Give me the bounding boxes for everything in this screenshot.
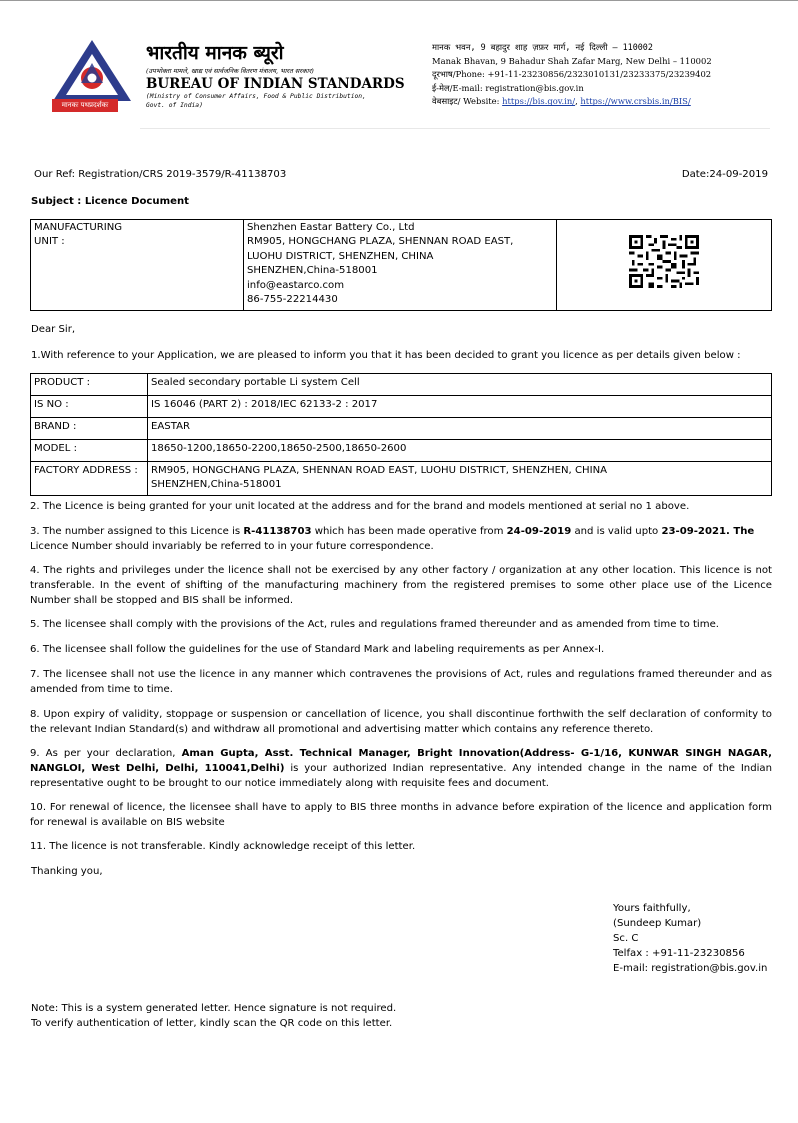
- signature-block: [613, 901, 767, 976]
- table-row: [31, 462, 772, 496]
- salutation: Dear Sir,: [31, 324, 76, 335]
- unit-label-line-1: MANUFACTURING: [34, 222, 123, 233]
- valid-to-date: 23-09-2021. The: [661, 526, 755, 537]
- manufacturing-unit-table: [30, 219, 772, 311]
- paragraph-9-text: is your authorized Indian representative. Any intended change in the name of the Indian representative ought to be brought to our notice immediately along with requisite fees and document.: [30, 763, 772, 789]
- unit-label-line-2: UNIT :: [34, 236, 65, 248]
- unit-phone: 86-755-22214430: [247, 294, 338, 306]
- paragraph-6: 6. The licensee shall follow the guidelines for the use of Standard Mark and labeling requirements as per Annex-I.: [30, 644, 605, 655]
- email-line: ई-मेल/E-mail: registration@bis.gov.in: [432, 82, 584, 93]
- paragraph-3: [30, 524, 772, 554]
- valid-from-date: 24-09-2019: [506, 526, 572, 537]
- contact-block: [432, 41, 712, 109]
- sign-name: (Sundeep Kumar): [613, 918, 702, 929]
- detail-value: IS 16046 (PART 2) : 2018/IEC 62133-2 : 2017: [148, 396, 772, 418]
- phone-line: दूरभाष/Phone: +91-11-23230856/2323010131/23233375/23239402: [432, 69, 712, 80]
- detail-label: BRAND :: [31, 418, 148, 440]
- unit-address-line: Shenzhen Eastar Battery Co., Ltd: [247, 222, 415, 233]
- table-row: [31, 396, 772, 418]
- crsbis-website-link[interactable]: https://www.crsbis.in/BIS/: [580, 96, 691, 107]
- table-row: [31, 440, 772, 462]
- logo-caption: मानकः पथप्रदर्शकः: [61, 101, 109, 109]
- detail-label: PRODUCT :: [31, 374, 148, 396]
- paragraph-9: [30, 746, 772, 791]
- website-separator: ,: [575, 96, 581, 107]
- ministry-line: [146, 93, 366, 110]
- paragraph-5: 5. The licensee shall comply with the provisions of the Act, rules and regulations framed thereunder and as amended from time to time.: [30, 619, 719, 630]
- sign-email: E-mail: registration@bis.gov.in: [613, 963, 768, 974]
- org-name-english: BUREAU OF INDIAN STANDARDS: [146, 76, 405, 92]
- footer-note: [31, 1001, 396, 1031]
- factory-address-line-2: SHENZHEN,China-518001: [151, 479, 282, 491]
- website-line: [432, 95, 712, 109]
- qr-code-cell: [557, 220, 772, 311]
- detail-value: Sealed secondary portable Li system Cell: [148, 374, 772, 396]
- letterhead: [0, 1, 798, 129]
- paragraph-3-text: which has been made operative from: [311, 526, 507, 537]
- org-subtitle-hindi: (उपभोक्ता मामले, खाद्य एवं सार्वजनिक वितरण मंत्रालय, भारत सरकार): [146, 67, 314, 75]
- unit-address-cell: [244, 220, 557, 311]
- factory-address-value: [148, 462, 772, 496]
- sign-valediction: Yours faithfully,: [613, 903, 691, 914]
- paragraph-8: 8. Upon expiry of validity, stoppage or suspension or cancellation of licence, you shall discontinue forthwith the self declaration of conformity to the relevant Indian Standard(s) and withdraw all promotional and advertising matter which contains any reference thereto.: [30, 709, 772, 735]
- ministry-line-2: Govt. of India): [146, 101, 203, 109]
- detail-value: 18650-1200,18650-2200,18650-2500,18650-2600: [148, 440, 772, 462]
- website-label: वेबसाइट/ Website:: [432, 96, 503, 107]
- note-line-2: To verify authentication of letter, kindly scan the QR code on this letter.: [31, 1018, 393, 1029]
- letter-date: Date:24-09-2019: [681, 169, 768, 180]
- paragraph-3-text: and is valid upto: [571, 526, 662, 537]
- paragraph-3-text: 3. The number assigned to this Licence is: [30, 526, 244, 537]
- detail-label: MODEL :: [31, 440, 148, 462]
- paragraph-10: 10. For renewal of licence, the licensee shall have to apply to BIS three months in advance before expiration of the licence and application form for renewal is available on BIS website: [30, 802, 772, 828]
- our-reference: Our Ref: Registration/CRS 2019-3579/R-41138703: [34, 169, 287, 180]
- table-row: [31, 418, 772, 440]
- paragraph-9-text: 9. As per your declaration,: [30, 748, 182, 759]
- header-divider: [140, 128, 770, 129]
- factory-address-label: FACTORY ADDRESS :: [31, 462, 148, 496]
- unit-address-line: SHENZHEN,China-518001: [247, 265, 378, 277]
- unit-address-line: RM905, HONGCHANG PLAZA, SHENNAN ROAD EAST,: [247, 236, 514, 248]
- detail-value: EASTAR: [148, 418, 772, 440]
- unit-email: info@eastarco.com: [247, 279, 345, 291]
- ministry-line-1: (Ministry of Consumer Affairs, Food & Public Distribution,: [146, 93, 366, 100]
- product-details-table: [30, 373, 772, 496]
- subject-line: Subject : Licence Document: [31, 196, 189, 207]
- address-hindi: मानक भवन, 9 बहादुर शाह ज़फ़र मार्ग, नई दिल्ली – 110002: [432, 42, 653, 52]
- factory-address-line-1: RM905, HONGCHANG PLAZA, SHENNAN ROAD EAST, LUOHU DISTRICT, SHENZHEN, CHINA: [151, 465, 608, 476]
- address-english: Manak Bhavan, 9 Bahadur Shah Zafar Marg, New Delhi – 110002: [432, 55, 712, 66]
- indian-representative: Aman Gupta, Asst. Technical Manager, Bright Innovation(Address- G-1/16, KUNWAR SINGH NAGAR, NANGLOI, West Delhi, Delhi, 110041,Delhi): [30, 748, 772, 774]
- paragraph-7: 7. The licensee shall not use the licence in any manner which contravenes the provisions of Act, rules and regulations framed thereunder and as amended from time to time.: [30, 669, 772, 695]
- table-row: [31, 374, 772, 396]
- paragraph-3-text: Licence Number should invariably be referred to in your future correspondence.: [30, 541, 434, 552]
- licence-number: R-41138703: [243, 526, 312, 537]
- sign-telfax: Telfax : +91-11-23230856: [613, 948, 745, 959]
- paragraph-2: 2. The Licence is being granted for your unit located at the address and for the brand and models mentioned at serial no 1 above.: [30, 501, 690, 512]
- paragraph-1: 1.With reference to your Application, we are pleased to inform you that it has been decided to grant you licence as per details given below :: [31, 350, 741, 361]
- paragraph-11: 11. The licence is not transferable. Kindly acknowledge receipt of this letter.: [30, 841, 416, 852]
- unit-address-line: LUOHU DISTRICT, SHENZHEN, CHINA: [247, 250, 434, 262]
- org-name-hindi: भारतीय मानक ब्यूरो: [146, 42, 284, 64]
- note-line-1: Note: This is a system generated letter. Hence signature is not required.: [31, 1003, 397, 1014]
- bis-website-link[interactable]: https://bis.gov.in/: [502, 96, 576, 107]
- closing-line: Thanking you,: [31, 866, 103, 877]
- sign-designation: Sc. C: [613, 933, 639, 944]
- unit-label-cell: [31, 220, 244, 311]
- qr-code-icon[interactable]: [629, 235, 699, 288]
- detail-label: IS NO :: [31, 396, 148, 418]
- paragraph-4: 4. The rights and privileges under the licence shall not be exercised by any other factory / organization at any other location. This licence is not transferable. In the event of shifting of the manufacturing machinery from the registered premises to some other place use of the Licence Number shall be stopped and BIS shall be informed.: [30, 565, 772, 606]
